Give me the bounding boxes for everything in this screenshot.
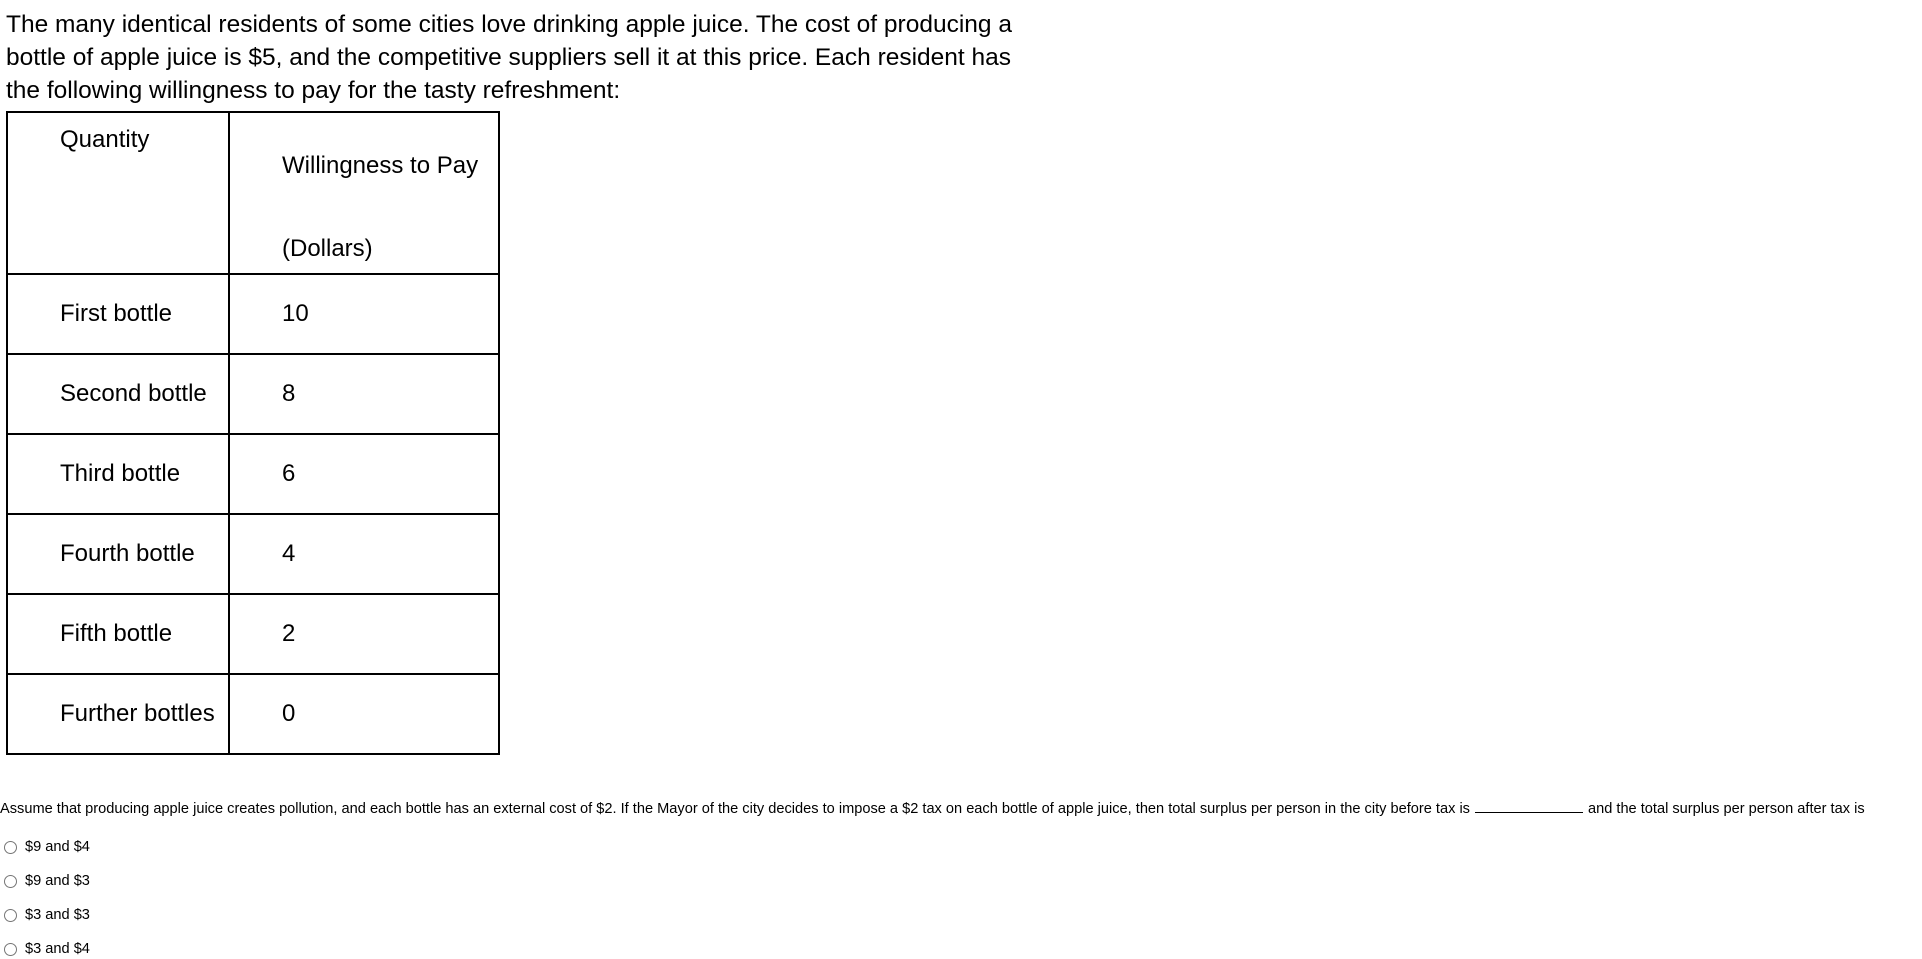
option-label[interactable]: $3 and $3 xyxy=(25,907,90,923)
option-label[interactable]: $9 and $4 xyxy=(25,839,90,855)
willingness-to-pay-table xyxy=(6,111,500,755)
answer-option[interactable] xyxy=(4,864,90,898)
radio-button[interactable] xyxy=(4,909,17,922)
table-row xyxy=(7,514,499,594)
header-quantity-cell xyxy=(7,112,229,274)
table-header-row xyxy=(7,112,499,274)
answer-option[interactable] xyxy=(4,932,90,959)
table-row xyxy=(7,674,499,754)
header-wtp: Willingness to Pay xyxy=(282,152,479,179)
header-wtp-unit: (Dollars) xyxy=(282,235,373,262)
option-label[interactable]: $9 and $3 xyxy=(25,873,90,889)
answer-blank xyxy=(1475,800,1583,813)
question-stem: Assume that producing apple juice creates pollution, and each bottle has an external cost of $2. If the Mayor of the city decides to impose a $2 tax on each bottle of apple juice, then total surplus per person in the city before tax is xyxy=(0,801,1470,817)
table-row xyxy=(7,274,499,354)
table-row xyxy=(7,354,499,434)
answer-option[interactable] xyxy=(4,898,90,932)
question-text xyxy=(0,800,1865,817)
table-row xyxy=(7,434,499,514)
question-stem-end: and the total surplus per person after tax is xyxy=(1587,801,1865,817)
wtp-cell: 4 xyxy=(229,514,499,594)
quantity-cell: Fifth bottle xyxy=(7,594,229,674)
quantity-cell: First bottle xyxy=(7,274,229,354)
wtp-cell: 10 xyxy=(229,274,499,354)
wtp-cell: 2 xyxy=(229,594,499,674)
quantity-cell: Further bottles xyxy=(7,674,229,754)
table-row xyxy=(7,594,499,674)
intro-paragraph: The many identical residents of some cities love drinking apple juice. The cost of producing a bottle of apple juice is $5, and the competitive suppliers sell it at this price. Each resident has the following willingness to pay for the tasty refreshment: xyxy=(6,11,1012,104)
wtp-cell: 6 xyxy=(229,434,499,514)
header-wtp-cell xyxy=(229,112,499,274)
radio-button[interactable] xyxy=(4,841,17,854)
wtp-cell: 8 xyxy=(229,354,499,434)
radio-button[interactable] xyxy=(4,943,17,956)
quantity-cell: Second bottle xyxy=(7,354,229,434)
option-label[interactable]: $3 and $4 xyxy=(25,941,90,957)
wtp-cell: 0 xyxy=(229,674,499,754)
header-quantity: Quantity xyxy=(60,126,150,153)
quantity-cell: Fourth bottle xyxy=(7,514,229,594)
quantity-cell: Third bottle xyxy=(7,434,229,514)
radio-button[interactable] xyxy=(4,875,17,888)
answer-option[interactable] xyxy=(4,830,90,864)
answer-options xyxy=(4,830,90,959)
